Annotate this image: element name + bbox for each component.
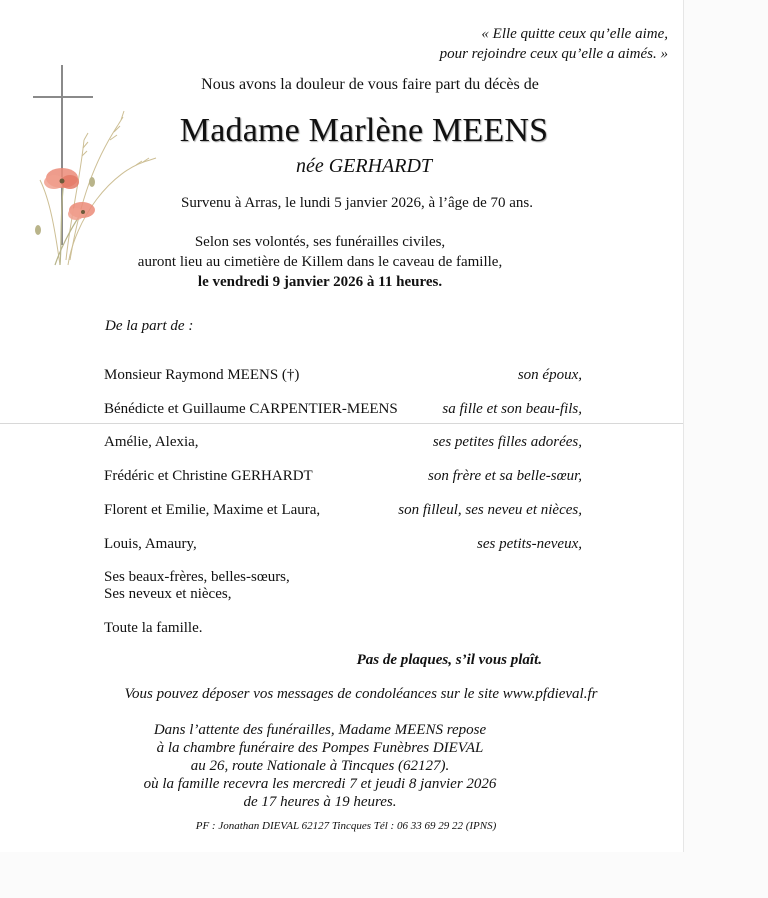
family-names: Monsieur Raymond MEENS (†)	[104, 367, 300, 383]
quote-line: « Elle quitte ceux qu’elle aime,	[481, 26, 668, 42]
repose-line: où la famille recevra les mercredi 7 et jeudi 8 janvier 2026	[143, 776, 497, 792]
no-plaques-note: Pas de plaques, s’il vous plaît.	[356, 652, 542, 668]
death-details: Survenu à Arras, le lundi 5 janvier 2026, à l’âge de 70 ans.	[181, 195, 533, 211]
family-names: Amélie, Alexia,	[104, 434, 199, 450]
family-names: Bénédicte et Guillaume CARPENTIER-MEENS	[104, 401, 398, 417]
family-header: De la part de :	[105, 318, 194, 334]
family-relation: son époux,	[517, 367, 582, 383]
funeral-home-footer: PF : Jonathan DIEVAL 62127 Tincques Tél : 06 33 69 29 22 (IPNS)	[195, 820, 497, 832]
announcement-intro: Nous avons la douleur de vous faire part du décès de	[201, 76, 539, 93]
fold-line	[0, 423, 683, 424]
funeral-line: Selon ses volontés, ses funérailles civiles,	[194, 234, 446, 250]
repose-line: Dans l’attente des funérailles, Madame MEENS repose	[153, 722, 487, 738]
funeral-line: auront lieu au cimetière de Killem dans le caveau de famille,	[137, 254, 503, 270]
family-relation: son frère et sa belle-sœur,	[427, 468, 582, 484]
whole-family: Toute la famille.	[104, 620, 203, 636]
condolences-note: Vous pouvez déposer vos messages de condoléances sur le site www.pfdieval.fr	[124, 686, 598, 702]
repose-line: au 26, route Nationale à Tincques (62127).	[190, 758, 450, 774]
family-names: Frédéric et Christine GERHARDT	[104, 468, 313, 484]
family-relation: ses petites filles adorées,	[432, 434, 582, 450]
quote-line: pour rejoindre ceux qu’elle a aimés. »	[439, 46, 668, 62]
extended-family-line: Ses beaux-frères, belles-sœurs,	[104, 569, 290, 585]
family-relation: sa fille et son beau-fils,	[442, 401, 582, 417]
extended-family	[104, 569, 290, 603]
epigraph-quote	[440, 24, 668, 64]
family-relation: son filleul, ses neveu et nièces,	[398, 502, 582, 518]
extended-family-line: Ses neveux et nièces,	[104, 586, 232, 602]
funeral-date: le vendredi 9 janvier 2026 à 11 heures.	[197, 274, 443, 290]
repose-line: à la chambre funéraire des Pompes Funèbres DIEVAL	[156, 740, 484, 756]
repose-line: de 17 heures à 19 heures.	[243, 794, 397, 810]
funeral-details	[0, 232, 640, 292]
repose-details	[0, 721, 640, 811]
family-names: Florent et Emilie, Maxime et Laura,	[104, 502, 321, 518]
family-names: Louis, Amaury,	[104, 536, 197, 552]
maiden-name: née GERHARDT	[295, 155, 433, 177]
family-relation: ses petits-neveux,	[477, 536, 582, 552]
deceased-name: Madame Marlène MEENS	[179, 112, 549, 149]
